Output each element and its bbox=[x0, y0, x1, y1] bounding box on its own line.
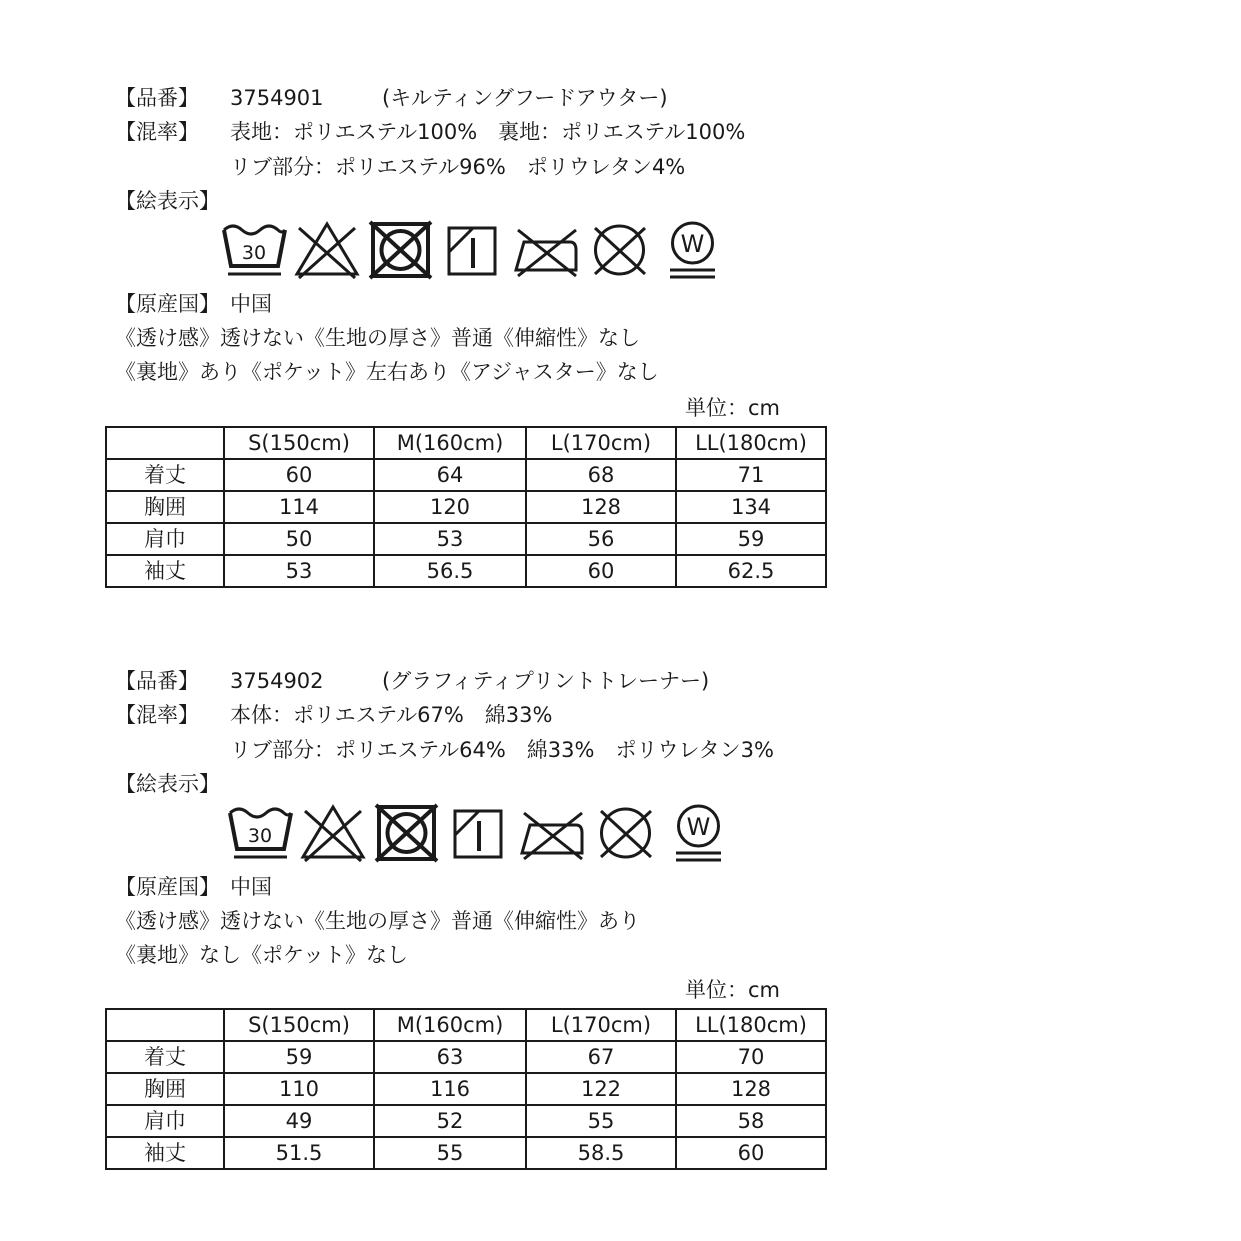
table-cell: 肩巾 bbox=[106, 523, 224, 555]
table-cell: 60 bbox=[224, 459, 374, 491]
table-cell: 51.5 bbox=[224, 1137, 374, 1169]
wash-30-icon bbox=[218, 216, 291, 284]
gensan-label: 【原産国】 bbox=[115, 292, 220, 316]
konritsu-line-1: 本体：ポリエステル67% 綿33% bbox=[230, 703, 553, 727]
table-cell: 53 bbox=[374, 523, 526, 555]
table-cell: 着丈 bbox=[106, 1041, 224, 1073]
table-cell: 53 bbox=[224, 555, 374, 587]
table-row bbox=[106, 523, 826, 555]
table-cell: 56.5 bbox=[374, 555, 526, 587]
wash-30-icon bbox=[224, 799, 297, 867]
svg-text:W: W bbox=[680, 230, 705, 258]
attributes-line-2: 《裏地》あり《ポケット》左右あり《アジャスター》なし bbox=[115, 360, 659, 384]
table-cell: 55 bbox=[526, 1105, 676, 1137]
care-icons bbox=[218, 216, 729, 284]
table-header: M(160cm) bbox=[374, 427, 526, 459]
table-header bbox=[106, 427, 224, 459]
table-cell: 袖丈 bbox=[106, 555, 224, 587]
no-tumble-dry-icon bbox=[364, 216, 437, 284]
gensan-value: 中国 bbox=[230, 292, 272, 316]
table-cell: 110 bbox=[224, 1073, 374, 1105]
table-cell: 58 bbox=[676, 1105, 826, 1137]
table-cell: 58.5 bbox=[526, 1137, 676, 1169]
hinban-value: 3754901 bbox=[230, 86, 324, 110]
wet-clean-icon bbox=[656, 216, 729, 284]
svg-text:30: 30 bbox=[247, 825, 273, 847]
table-header bbox=[106, 1009, 224, 1041]
konritsu-label: 【混率】 bbox=[115, 120, 199, 144]
table-cell: 120 bbox=[374, 491, 526, 523]
no-iron-icon bbox=[510, 216, 583, 284]
shade-dry-icon bbox=[437, 216, 510, 284]
table-header: L(170cm) bbox=[526, 1009, 676, 1041]
unit-label: 単位：cm bbox=[685, 978, 781, 1002]
table-cell: 63 bbox=[374, 1041, 526, 1073]
hinban-label: 【品番】 bbox=[115, 669, 199, 693]
table-cell: 128 bbox=[526, 491, 676, 523]
table-cell: 71 bbox=[676, 459, 826, 491]
table-cell: 袖丈 bbox=[106, 1137, 224, 1169]
size-table bbox=[105, 426, 827, 588]
no-tumble-dry-icon bbox=[370, 799, 443, 867]
table-cell: 68 bbox=[526, 459, 676, 491]
table-cell: 70 bbox=[676, 1041, 826, 1073]
table-header-row bbox=[106, 1009, 826, 1041]
table-cell: 64 bbox=[374, 459, 526, 491]
table-cell: 56 bbox=[526, 523, 676, 555]
no-dry-clean-icon bbox=[583, 216, 656, 284]
attributes-line-2: 《裏地》なし《ポケット》なし bbox=[115, 943, 408, 967]
table-cell: 60 bbox=[526, 555, 676, 587]
care-icons bbox=[224, 799, 735, 867]
product-name: (キルティングフードアウター) bbox=[382, 86, 668, 110]
table-row bbox=[106, 1105, 826, 1137]
table-cell: 116 bbox=[374, 1073, 526, 1105]
table-header: M(160cm) bbox=[374, 1009, 526, 1041]
table-cell: 55 bbox=[374, 1137, 526, 1169]
attributes-line-1: 《透け感》透けない《生地の厚さ》普通《伸縮性》あり bbox=[115, 909, 640, 933]
table-cell: 着丈 bbox=[106, 459, 224, 491]
table-cell: 134 bbox=[676, 491, 826, 523]
table-cell: 122 bbox=[526, 1073, 676, 1105]
no-dry-clean-icon bbox=[589, 799, 662, 867]
table-cell: 49 bbox=[224, 1105, 374, 1137]
table-cell: 胸囲 bbox=[106, 491, 224, 523]
no-bleach-icon bbox=[291, 216, 364, 284]
table-row bbox=[106, 555, 826, 587]
konritsu-line-2: リブ部分：ポリエステル64% 綿33% ポリウレタン3% bbox=[230, 738, 774, 762]
table-cell: 67 bbox=[526, 1041, 676, 1073]
table-header-row bbox=[106, 427, 826, 459]
konritsu-label: 【混率】 bbox=[115, 703, 199, 727]
shade-dry-icon bbox=[443, 799, 516, 867]
table-cell: 59 bbox=[676, 523, 826, 555]
table-cell: 50 bbox=[224, 523, 374, 555]
unit-label: 単位：cm bbox=[685, 396, 781, 420]
table-row bbox=[106, 1137, 826, 1169]
table-cell: 128 bbox=[676, 1073, 826, 1105]
table-cell: 肩巾 bbox=[106, 1105, 224, 1137]
table-header: L(170cm) bbox=[526, 427, 676, 459]
table-header: LL(180cm) bbox=[676, 427, 826, 459]
konritsu-line-2: リブ部分：ポリエステル96% ポリウレタン4% bbox=[230, 155, 686, 179]
wet-clean-icon bbox=[662, 799, 735, 867]
table-cell: 114 bbox=[224, 491, 374, 523]
table-row bbox=[106, 491, 826, 523]
table-row bbox=[106, 1041, 826, 1073]
no-iron-icon bbox=[516, 799, 589, 867]
hinban-value: 3754902 bbox=[230, 669, 324, 693]
attributes-line-1: 《透け感》透けない《生地の厚さ》普通《伸縮性》なし bbox=[115, 326, 640, 350]
table-row bbox=[106, 459, 826, 491]
no-bleach-icon bbox=[297, 799, 370, 867]
gensan-label: 【原産国】 bbox=[115, 875, 220, 899]
konritsu-line-1: 表地：ポリエステル100% 裏地：ポリエステル100% bbox=[230, 120, 746, 144]
table-cell: 60 bbox=[676, 1137, 826, 1169]
ehyoji-label: 【絵表示】 bbox=[115, 772, 220, 796]
table-cell: 62.5 bbox=[676, 555, 826, 587]
size-table bbox=[105, 1008, 827, 1170]
table-header: S(150cm) bbox=[224, 427, 374, 459]
svg-text:W: W bbox=[686, 813, 711, 841]
table-cell: 52 bbox=[374, 1105, 526, 1137]
table-header: LL(180cm) bbox=[676, 1009, 826, 1041]
hinban-label: 【品番】 bbox=[115, 86, 199, 110]
table-cell: 胸囲 bbox=[106, 1073, 224, 1105]
table-row bbox=[106, 1073, 826, 1105]
table-cell: 59 bbox=[224, 1041, 374, 1073]
ehyoji-label: 【絵表示】 bbox=[115, 189, 220, 213]
gensan-value: 中国 bbox=[230, 875, 272, 899]
svg-text:30: 30 bbox=[241, 242, 267, 264]
product-name: (グラフィティプリントトレーナー) bbox=[382, 669, 710, 693]
table-header: S(150cm) bbox=[224, 1009, 374, 1041]
